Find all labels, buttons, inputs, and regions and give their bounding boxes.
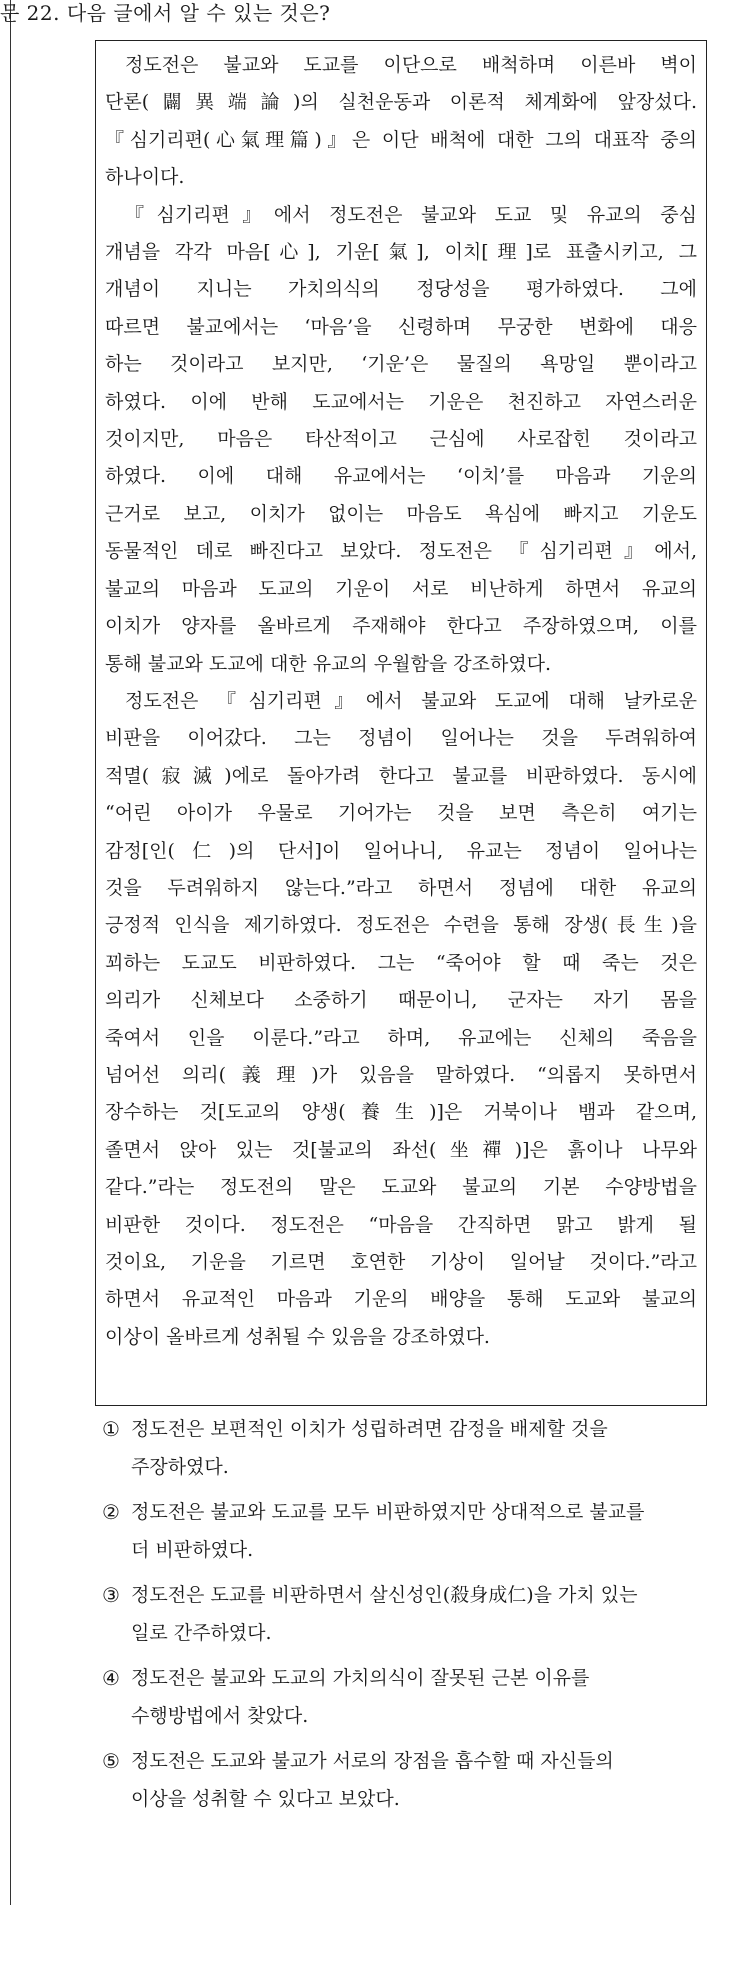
passage-line: 동물적인 데로 빠진다고 보았다. 정도전은 『심기리편』에서, [105, 540, 697, 563]
choice-number: ④ [102, 1666, 120, 1690]
choice-number: ③ [102, 1583, 120, 1607]
choice-number: ① [102, 1417, 120, 1441]
passage-line: 하나이다. [105, 166, 185, 189]
choice-text-line: 주장하였다. [131, 1456, 229, 1478]
choice-text-line: 정도전은 도교를 비판하면서 살신성인(殺身成仁)을 가치 있는 [131, 1584, 638, 1606]
choice-text-line: 정도전은 불교와 도교의 가치의식이 잘못된 근본 이유를 [131, 1667, 590, 1689]
passage-line: 정도전은 『심기리편』에서 불교와 도교에 대해 날카로운 [125, 689, 697, 712]
passage-line: 정도전은 불교와 도교를 이단으로 배척하며 이른바 벽이 [125, 54, 697, 76]
choice-text-line: 정도전은 보편적인 이치가 성립하려면 감정을 배제할 것을 [131, 1418, 608, 1440]
passage-line: 감정[인(仁)의 단서]이 일어나니, 유교는 정념이 일어나는 [105, 839, 697, 862]
passage-line: 『심기리편』에서 정도전은 불교와 도교 및 유교의 중심 [125, 203, 697, 226]
passage-line: 『심기리편(心氣理篇)』은 이단 배척에 대한 그의 대표작 중의 [105, 128, 697, 151]
answer-choice-4[interactable] [95, 1659, 707, 1735]
passage-line: 꾀하는 도교도 비판하였다. 그는 “죽어야 할 때 죽는 것은 [105, 951, 697, 974]
passage-line: 하는 것이라고 보지만, ‘기운’은 물질의 욕망일 뿐이라고 [105, 353, 697, 376]
passage-line: 따르면 불교에서는 ‘마음’을 신령하며 무궁한 변화에 대응 [105, 315, 697, 338]
choice-text-line: 이상을 성취할 수 있다고 보았다. [131, 1788, 400, 1810]
choice-text-line: 일로 간주하였다. [131, 1622, 272, 1644]
passage-line: 죽여서 인을 이룬다.”라고 하며, 유교에는 신체의 죽음을 [105, 1026, 697, 1049]
passage-line: 의리가 신체보다 소중하기 때문이니, 군자는 자기 몸을 [105, 989, 697, 1012]
choice-number: ② [102, 1500, 120, 1524]
passage-line: 것이요, 기운을 기르면 호연한 기상이 일어날 것이다.”라고 [105, 1251, 697, 1273]
passage-line: 비판을 이어갔다. 그는 정념이 일어나는 것을 두려워하여 [105, 727, 697, 750]
passage-line: 하면서 유교적인 마음과 기운의 배양을 통해 도교와 불교의 [105, 1288, 697, 1311]
passage-paragraph [105, 47, 697, 197]
choice-number: ⑤ [102, 1749, 120, 1773]
answer-choices [95, 1410, 707, 1825]
passage-box [95, 40, 707, 1406]
passage-line: 통해 불교와 도교에 대한 유교의 우월함을 강조하였다. [105, 652, 552, 675]
passage-line: 넘어선 의리(義理)가 있음을 말하였다. “의롭지 못하면서 [105, 1063, 697, 1086]
passage-line: 불교의 마음과 도교의 기운이 서로 비난하게 하면서 유교의 [105, 577, 697, 600]
passage-line: 적멸(寂滅)에로 돌아가려 한다고 불교를 비판하였다. 동시에 [105, 764, 697, 787]
passage-line: 비판한 것이다. 정도전은 “마음을 간직하면 맑고 밝게 될 [105, 1213, 697, 1236]
choice-text-line: 정도전은 불교와 도교를 모두 비판하였지만 상대적으로 불교를 [131, 1501, 645, 1523]
passage-line: “어린 아이가 우물로 기어가는 것을 보면 측은히 여기는 [105, 802, 697, 825]
passage-line: 같다.”라는 정도전의 말은 도교와 불교의 기본 수양방법을 [105, 1176, 697, 1199]
passage-line: 하였다. 이에 반해 도교에서는 기운은 천진하고 자연스러운 [105, 390, 697, 413]
passage-line: 이상이 올바르게 성취될 수 있음을 강조하였다. [105, 1325, 490, 1348]
choice-text-line: 정도전은 도교와 불교가 서로의 장점을 흡수할 때 자신들의 [131, 1750, 614, 1772]
passage-line: 것이지만, 마음은 타산적이고 근심에 사로잡힌 것이라고 [105, 428, 697, 451]
passage-paragraph [105, 197, 697, 683]
passage-paragraph [105, 683, 697, 1356]
passage-line: 하였다. 이에 대해 유교에서는 ‘이치’를 마음과 기운의 [105, 465, 697, 488]
choice-text-line: 더 비판하였다. [131, 1539, 254, 1561]
answer-choice-5[interactable] [95, 1742, 707, 1818]
passage-line: 개념이 지니는 가치의식의 정당성을 평가하였다. 그에 [105, 278, 697, 301]
passage-line: 개념을 각각 마음[心], 기운[氣], 이치[理]로 표출시키고, 그 [105, 241, 697, 264]
answer-choice-2[interactable] [95, 1493, 707, 1569]
question-title: 문 22. 다음 글에서 알 수 있는 것은? [0, 1, 331, 25]
passage-line: 긍정적 인식을 제기하였다. 정도전은 수련을 통해 장생(長生)을 [105, 914, 697, 937]
answer-choice-3[interactable] [95, 1576, 707, 1652]
left-margin-rule [10, 0, 11, 1905]
passage-line: 이치가 양자를 올바르게 주재해야 한다고 주장하였으며, 이를 [105, 615, 697, 638]
passage-line: 졸면서 앉아 있는 것[불교의 좌선(坐禪)]은 흙이나 나무와 [105, 1138, 697, 1161]
passage-line: 것을 두려워하지 않는다.”라고 하면서 정념에 대한 유교의 [105, 876, 697, 899]
passage-line: 단론(闢異端論)의 실천운동과 이론적 체계화에 앞장섰다. [105, 91, 697, 114]
passage-line: 장수하는 것[도교의 양생(養生)]은 거북이나 뱀과 같으며, [105, 1101, 697, 1124]
answer-choice-1[interactable] [95, 1410, 707, 1486]
choice-text-line: 수행방법에서 찾았다. [131, 1705, 309, 1727]
passage-line: 근거로 보고, 이치가 없이는 마음도 욕심에 빠지고 기운도 [105, 502, 697, 525]
